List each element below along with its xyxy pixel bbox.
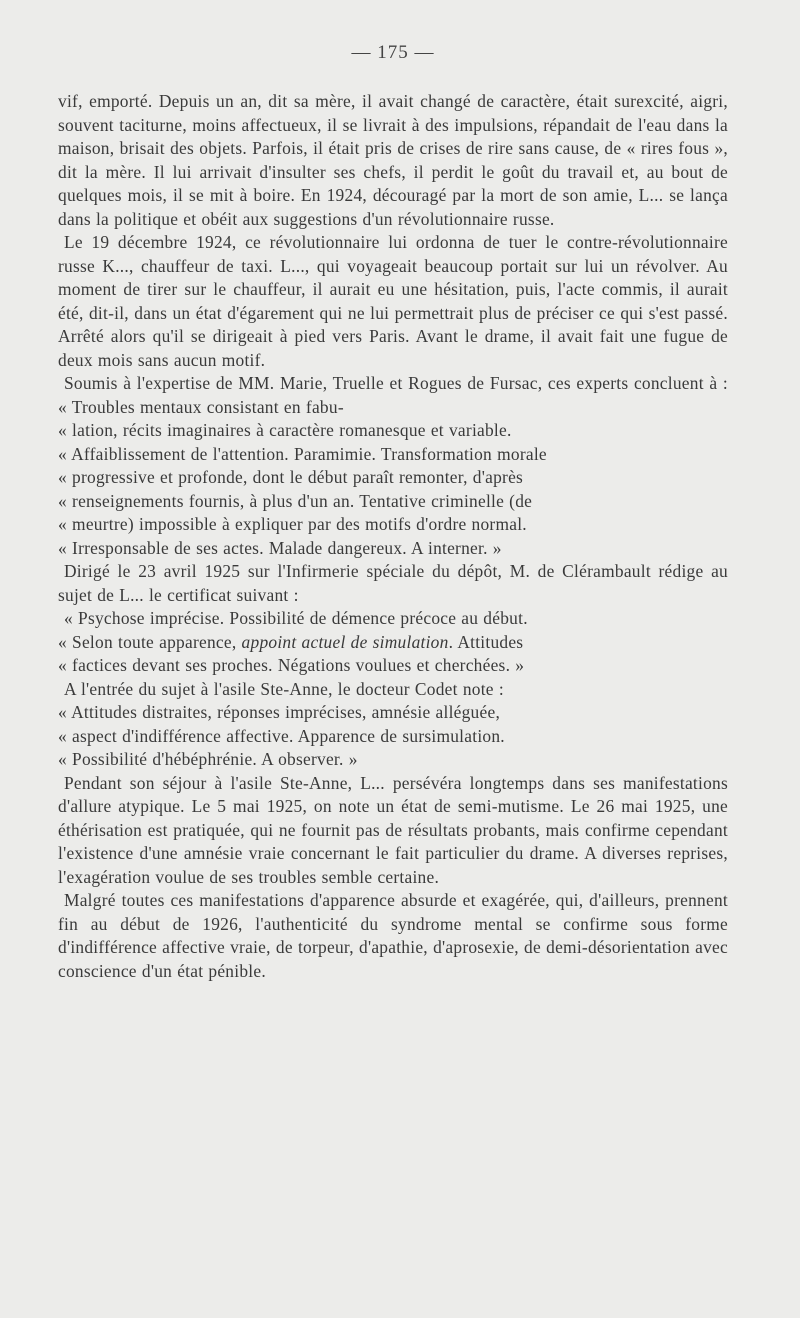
quote-line: « Affaiblissement de l'attention. Paramimie. Transformation morale [58, 443, 547, 464]
quote-line: « meurtre) impossible à expliquer par des motifs d'ordre normal. [58, 514, 527, 534]
quote-line-text: « Selon toute apparence, appoint actuel de simulation. Attitudes [58, 631, 524, 652]
page-number: — 175 — [351, 42, 435, 63]
body-text [58, 90, 728, 983]
quote-line: « lation, récits imaginaires à caractère romanesque et variable. [58, 420, 512, 440]
quote-line: « aspect d'indifférence affective. Apparence de sursimulation. [58, 725, 505, 746]
paragraph-5: A l'entrée du sujet à l'asile Ste-Anne, le docteur Codet note : [64, 678, 504, 699]
paragraph-6: Pendant son séjour à l'asile Ste-Anne, L... persévéra longtemps dans ses manifestations d'allure atypique. Le 5 mai 1925, on note un état de semi-mutisme. Le 26 mai 1925, une éthérisation est pratiquée, qui ne fournit pas de résultats probants, mais confirme cependant l'existence d'une amnésie vraie concernant le fait particulier du drame. A diverses reprises, l'exagération voulue de ses troubles semble certaine. [58, 772, 728, 887]
quote-line: « Attitudes distraites, réponses imprécises, amnésie alléguée, [58, 702, 501, 722]
quote-line: « Psychose imprécise. Possibilité de démence précoce au début. [64, 608, 528, 628]
italic-phrase: appoint actuel de simulation [241, 631, 449, 652]
quote-line: « progressive et profonde, dont le début paraît remonter, d'après [58, 467, 524, 487]
paragraph-3: Soumis à l'expertise de MM. Marie, Truelle et Rogues de Fursac, ces experts concluent à : « Troubles mentaux consistant en fabu- [58, 373, 728, 417]
paragraph-1: vif, emporté. Depuis un an, dit sa mère, il avait changé de caractère, était surexcité, aigri, souvent taciturne, moins affectueux, il se livrait à des impulsions, répandait de l'eau dans la maison, brisait des objets. Parfois, il était pris de crises de rire sans cause, de « rires fous », dit la mère. Il lui arrivait d'insulter ses chefs, il perdit le goût du travail et, au bout de quelques mois, il se mit à boire. En 1924, découragé par la mort de son amie, L... se lança dans la politique et obéit aux suggestions d'un révolutionnaire russe. [58, 91, 728, 229]
paragraph-7: Malgré toutes ces manifestations d'apparence absurde et exagérée, qui, d'ailleurs, prennent fin au début de 1926, l'authenticité du syndrome mental se confirme sous forme d'indifférence affective vraie, de torpeur, d'apathie, d'aprosexie, de demi-désorientation avec conscience d'un état pénible. [58, 890, 728, 981]
quote-line: « renseignements fournis, à plus d'un an. Tentative criminelle (de [58, 490, 533, 511]
paragraph-4: Dirigé le 23 avril 1925 sur l'Infirmerie spéciale du dépôt, M. de Clérambault rédige au sujet de L... le certificat suivant : [58, 561, 728, 605]
paragraph-2: Le 19 décembre 1924, ce révolutionnaire lui ordonna de tuer le contre-révolutionnaire russe K..., chauffeur de taxi. L..., qui voyageait beaucoup portait sur lui un révolver. Au moment de tirer sur le chauffeur, il aurait eu une hésitation, puis, l'acte commis, il aurait été, dit-il, dans un état d'égarement qui ne lui permettrait plus de préciser ce qui s'est passé. Arrêté alors qu'il se dirigeait à pied vers Paris. Avant le drame, il avait fait une fugue de deux mois sans aucun motif. [58, 232, 728, 370]
quote-line: « Possibilité d'hébéphrénie. A observer. » [58, 749, 358, 769]
quote-line: « Irresponsable de ses actes. Malade dangereux. A interner. » [58, 537, 502, 558]
quote-line-simulation [58, 631, 728, 655]
quote-line: « factices devant ses proches. Négations voulues et cherchées. » [58, 655, 525, 675]
